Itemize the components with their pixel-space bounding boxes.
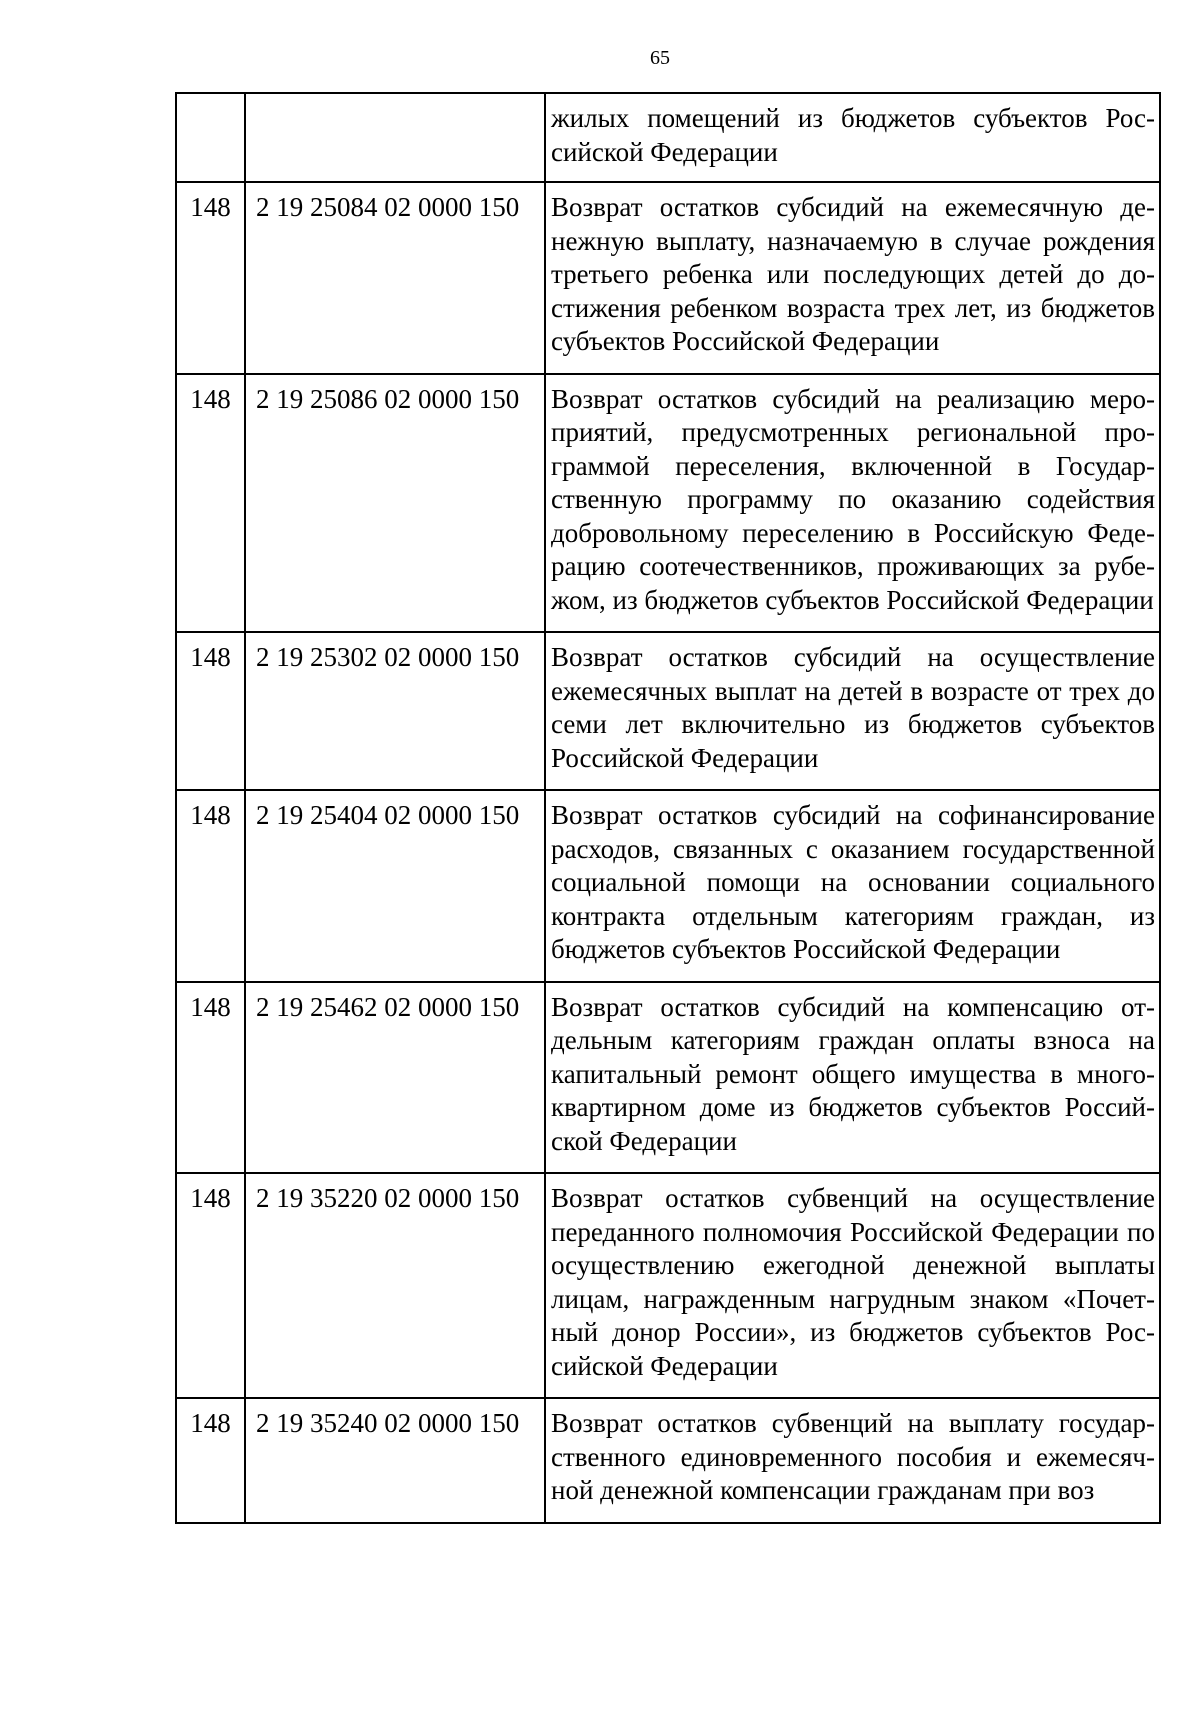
description-cell: Возврат остатков субсидий на осуществление ежемесячных выплат на детей в возрасте от трех до семи лет включительно из бюджетов субъектов Российской Федерации bbox=[545, 632, 1160, 790]
revenue-codes-table bbox=[175, 92, 1161, 1524]
admin-code-cell bbox=[176, 93, 245, 182]
kbk-code-cell: 2 19 25086 02 0000 150 bbox=[245, 374, 545, 633]
table-row bbox=[176, 1398, 1160, 1523]
kbk-code-cell: 2 19 35240 02 0000 150 bbox=[245, 1398, 545, 1523]
description-cell: жилых помещений из бюджетов субъектов Российской Федерации bbox=[545, 93, 1160, 182]
description-cell: Возврат остатков субвенций на осуществление переданного полномочия Российской Федерации по осуществлению ежегодной денежной выплаты лицам, награжденным нагрудным знаком «Почетный донор России», из бюджетов субъектов Российской Федерации bbox=[545, 1173, 1160, 1398]
table-row bbox=[176, 632, 1160, 790]
admin-code-cell: 148 bbox=[176, 632, 245, 790]
table-row bbox=[176, 182, 1160, 374]
admin-code-cell: 148 bbox=[176, 790, 245, 982]
kbk-code-cell bbox=[245, 93, 545, 182]
admin-code-cell: 148 bbox=[176, 182, 245, 374]
table-row bbox=[176, 790, 1160, 982]
kbk-code-cell: 2 19 25302 02 0000 150 bbox=[245, 632, 545, 790]
table-row bbox=[176, 1173, 1160, 1398]
description-cell: Возврат остатков субсидий на ежемесячную денежную выплату, назначаемую в случае рождения третьего ребенка или последующих детей до достижения ребенком возраста трех лет, из бюджетов субъектов Российской Федерации bbox=[545, 182, 1160, 374]
table-row bbox=[176, 982, 1160, 1174]
admin-code-cell: 148 bbox=[176, 1398, 245, 1523]
description-cell: Возврат остатков субсидий на реализацию мероприятий, предусмотренных региональной программой переселения, включенной в Государственную программу по оказанию содействия добровольному переселению в Российскую Федерацию соотечественников, проживающих за рубежом, из бюджетов субъектов Российской Федерации bbox=[545, 374, 1160, 633]
kbk-code-cell: 2 19 25404 02 0000 150 bbox=[245, 790, 545, 982]
kbk-code-cell: 2 19 25462 02 0000 150 bbox=[245, 982, 545, 1174]
kbk-code-cell: 2 19 25084 02 0000 150 bbox=[245, 182, 545, 374]
admin-code-cell: 148 bbox=[176, 982, 245, 1174]
description-cell: Возврат остатков субвенций на выплату государственного единовременного пособия и ежемесячной денежной компенсации гражданам при воз bbox=[545, 1398, 1160, 1523]
description-cell: Возврат остатков субсидий на софинансирование расходов, связанных с оказанием государственной социальной помощи на основании социального контракта отдельным категориям граждан, из бюджетов субъектов Российской Федерации bbox=[545, 790, 1160, 982]
table-row-continuation bbox=[176, 93, 1160, 182]
admin-code-cell: 148 bbox=[176, 374, 245, 633]
description-cell: Возврат остатков субсидий на компенсацию отдельным категориям граждан оплаты взноса на капитальный ремонт общего имущества в многоквартирном доме из бюджетов субъектов Российской Федерации bbox=[545, 982, 1160, 1174]
table-row bbox=[176, 374, 1160, 633]
kbk-code-cell: 2 19 35220 02 0000 150 bbox=[245, 1173, 545, 1398]
page-number: 65 bbox=[650, 47, 670, 69]
admin-code-cell: 148 bbox=[176, 1173, 245, 1398]
